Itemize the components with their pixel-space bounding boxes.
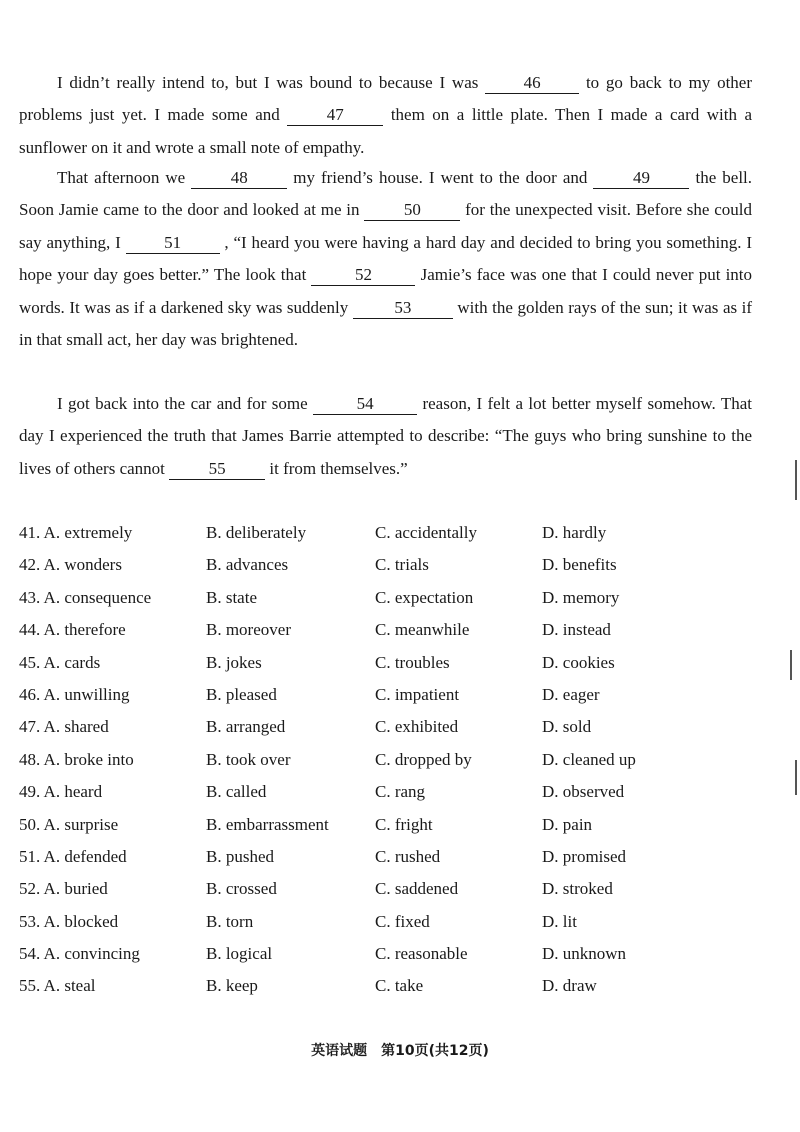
text: to go back to my other problems just yet. I made some and (19, 73, 753, 125)
question-52-options (19, 873, 779, 905)
blank-52: 52 (311, 265, 415, 286)
question-42-options (19, 549, 779, 581)
option-c: C. trials (375, 555, 429, 575)
option-d: D. cleaned up (542, 749, 636, 769)
option-d: D. stroked (542, 879, 613, 899)
text: the bell. Soon Jamie came to the door and looked at me in (19, 168, 753, 220)
scan-edge-mark (790, 650, 792, 680)
text: it from themselves.” (269, 458, 408, 478)
option-c: C. rushed (375, 846, 441, 866)
scan-edge-mark (795, 460, 797, 500)
option-a: 41. A. extremely (19, 523, 133, 542)
question-49-options (19, 776, 779, 808)
question-43-options (19, 582, 779, 614)
option-d: D. benefits (542, 555, 617, 575)
option-c: C. fixed (375, 911, 430, 931)
option-b: B. embarrassment (206, 814, 329, 834)
option-d: D. lit (542, 911, 577, 931)
option-d: D. draw (542, 976, 597, 996)
paragraph-3 (19, 388, 752, 485)
option-d: D. pain (542, 814, 593, 834)
blank-48: 48 (191, 168, 287, 189)
option-d: D. observed (542, 782, 625, 802)
option-a: 42. A. wonders (19, 555, 122, 575)
option-a: 43. A. consequence (19, 587, 152, 607)
option-a: 44. A. therefore (19, 620, 126, 640)
option-a: 52. A. buried (19, 879, 108, 899)
question-50-options (19, 809, 779, 841)
option-d: D. instead (542, 620, 611, 640)
option-d: D. unknown (542, 944, 627, 964)
question-46-options (19, 679, 779, 711)
options-list (19, 517, 779, 1003)
blank-50: 50 (364, 200, 460, 221)
text: them on a little plate. Then I made a card with a sunflower on it and wrote a small note of empathy. (19, 105, 753, 157)
option-c: C. accidentally (375, 523, 477, 542)
option-a: 51. A. defended (19, 846, 127, 866)
question-44-options (19, 614, 779, 646)
text: That afternoon we (57, 168, 186, 187)
blank-54: 54 (313, 394, 417, 415)
option-c: C. reasonable (375, 944, 468, 964)
option-c: C. expectation (375, 587, 474, 607)
text: I didn’t really intend to, but I was bound to because I was (57, 73, 479, 92)
blank-46: 46 (485, 73, 579, 94)
option-a: 46. A. unwilling (19, 684, 130, 704)
text: for the unexpected visit. Before she could say anything, I (19, 200, 753, 252)
option-a: 50. A. surprise (19, 814, 119, 834)
option-b: B. deliberately (206, 523, 307, 542)
option-b: B. called (206, 782, 267, 802)
text: , “I heard you were having a hard day and decided to bring you something. I hope your day goes better.” The look that (19, 232, 752, 285)
option-b: B. crossed (206, 879, 277, 899)
blank-55: 55 (169, 459, 265, 480)
option-c: C. saddened (375, 879, 459, 899)
option-a: 47. A. shared (19, 717, 109, 737)
scan-edge-mark (795, 760, 797, 795)
question-48-options (19, 744, 779, 776)
option-a: 48. A. broke into (19, 749, 134, 769)
paragraph-2 (19, 162, 752, 356)
option-a: 54. A. convincing (19, 944, 140, 964)
blank-51: 51 (126, 233, 220, 254)
question-54-options (19, 938, 779, 970)
page-footer: 英语试题 第10页(共12页) (311, 1043, 489, 1059)
option-b: B. jokes (206, 652, 262, 672)
option-d: D. hardly (542, 523, 607, 542)
option-b: B. took over (206, 749, 291, 769)
option-d: D. memory (542, 587, 620, 607)
option-c: C. exhibited (375, 717, 459, 737)
text: with the golden rays of the sun; it was as if in that small act, her day was brightened. (19, 297, 753, 350)
option-b: B. state (206, 587, 257, 607)
question-47-options (19, 711, 779, 743)
option-c: C. impatient (375, 684, 460, 704)
option-b: B. moreover (206, 620, 291, 640)
option-b: B. pushed (206, 846, 274, 866)
option-c: C. dropped by (375, 749, 472, 769)
option-b: B. torn (206, 911, 254, 931)
option-b: B. advances (206, 555, 289, 575)
blank-49: 49 (593, 168, 689, 189)
option-d: D. sold (542, 717, 592, 737)
option-c: C. fright (375, 814, 433, 834)
option-b: B. logical (206, 944, 273, 964)
option-c: C. meanwhile (375, 620, 470, 640)
option-d: D. eager (542, 684, 600, 704)
blank-47: 47 (287, 105, 383, 126)
option-a: 55. A. steal (19, 976, 96, 996)
option-b: B. arranged (206, 717, 286, 737)
option-a: 45. A. cards (19, 652, 101, 672)
option-b: B. keep (206, 976, 258, 996)
option-d: D. promised (542, 846, 627, 866)
option-a: 53. A. blocked (19, 911, 119, 931)
text: my friend’s house. I went to the door and (293, 168, 588, 187)
option-d: D. cookies (542, 652, 615, 672)
paragraph-1 (19, 67, 752, 164)
option-c: C. rang (375, 782, 426, 802)
text: Jamie’s face was one that I could never put into words. It was as if a darkened sky was suddenly (19, 265, 753, 317)
question-51-options (19, 841, 779, 873)
option-a: 49. A. heard (19, 782, 103, 802)
text: reason, I felt a lot better myself somehow. That day I experienced the truth that James Barrie attempted to describe: “The guys who bring sunshine to the lives of others cannot (19, 394, 752, 478)
blank-53: 53 (353, 298, 453, 319)
question-55-options (19, 970, 779, 1002)
option-c: C. troubles (375, 652, 450, 672)
question-45-options (19, 647, 779, 679)
text: I got back into the car and for some (57, 394, 308, 413)
option-b: B. pleased (206, 684, 277, 704)
question-41-options (19, 517, 779, 549)
question-53-options (19, 906, 779, 938)
option-c: C. take (375, 976, 424, 996)
